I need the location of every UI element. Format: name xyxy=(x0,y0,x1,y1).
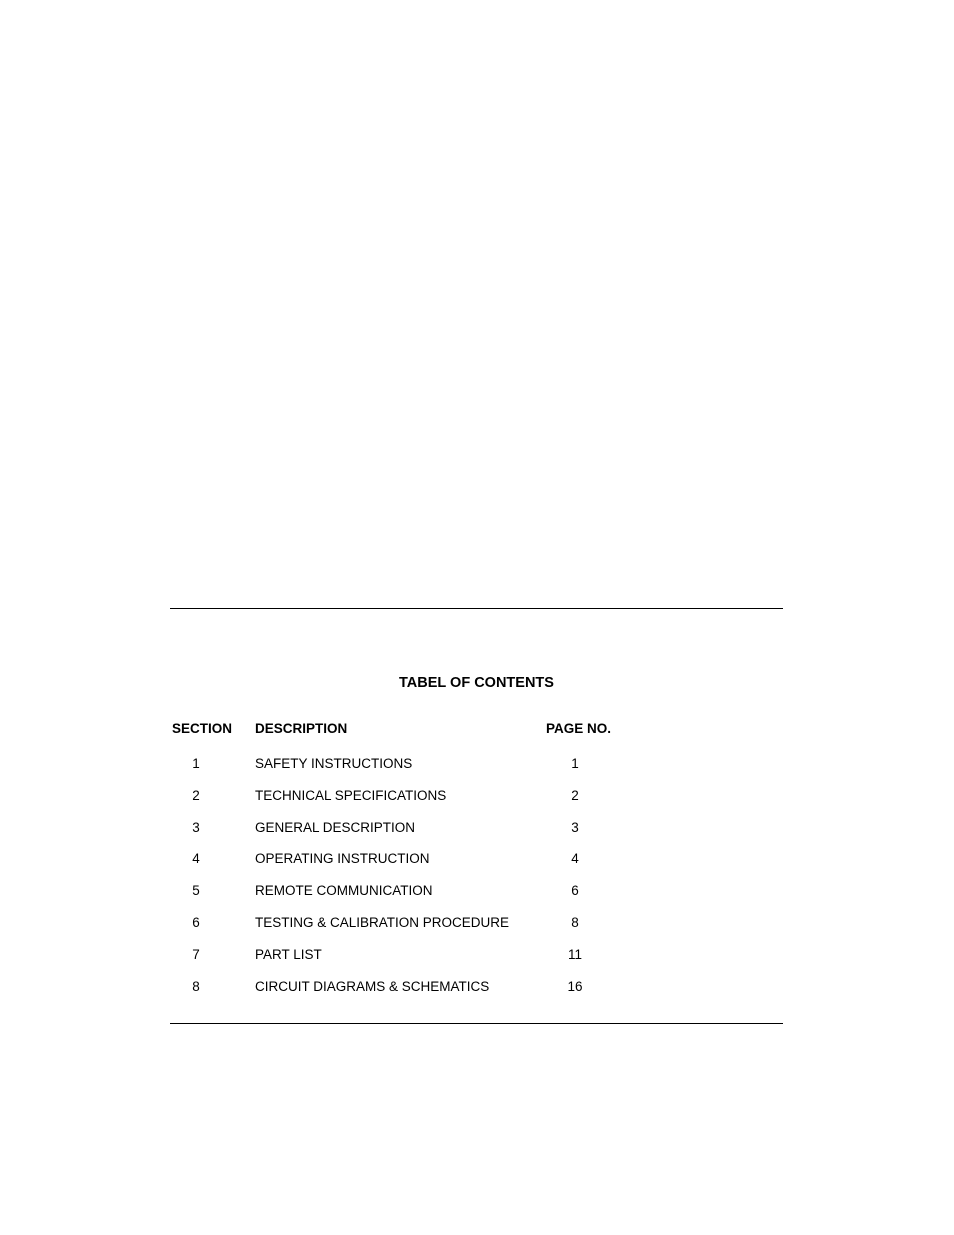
header-section: SECTION xyxy=(172,721,233,736)
toc-description: GENERAL DESCRIPTION xyxy=(255,819,416,835)
toc-page-number: 11 xyxy=(567,946,582,962)
toc-page-number: 3 xyxy=(571,819,579,835)
toc-description: TECHNICAL SPECIFICATIONS xyxy=(255,787,447,803)
toc-row xyxy=(0,756,954,788)
header-page-no: PAGE NO. xyxy=(546,721,612,736)
toc-list xyxy=(0,756,954,1010)
toc-description: PART LIST xyxy=(255,946,322,962)
toc-section-number: 7 xyxy=(192,946,200,962)
toc-row xyxy=(0,788,954,820)
bottom-divider xyxy=(170,1023,783,1024)
toc-description: TESTING & CALIBRATION PROCEDURE xyxy=(255,914,510,930)
toc-row xyxy=(0,915,954,947)
toc-description: SAFETY INSTRUCTIONS xyxy=(255,756,413,771)
toc-section-number: 4 xyxy=(192,851,200,867)
top-divider xyxy=(170,608,783,609)
toc-row xyxy=(0,947,954,979)
toc-page-number: 8 xyxy=(571,914,579,930)
toc-page-number: 4 xyxy=(571,851,579,867)
header-description: DESCRIPTION xyxy=(255,721,348,736)
toc-section-number: 3 xyxy=(192,819,200,835)
toc-row xyxy=(0,979,954,1011)
toc-page-number: 6 xyxy=(571,883,579,899)
toc-row xyxy=(0,820,954,852)
toc-description: OPERATING INSTRUCTION xyxy=(255,851,430,867)
toc-page-number: 1 xyxy=(571,756,579,771)
toc-row xyxy=(0,883,954,915)
toc-description: CIRCUIT DIAGRAMS & SCHEMATICS xyxy=(255,978,490,994)
toc-page-number: 2 xyxy=(571,787,579,803)
toc-title: TABEL OF CONTENTS xyxy=(399,675,554,691)
toc-section-number: 8 xyxy=(192,978,200,994)
toc-section-number: 1 xyxy=(192,756,200,771)
toc-row xyxy=(0,851,954,883)
toc-section-number: 2 xyxy=(192,787,200,803)
toc-page-number: 16 xyxy=(567,978,583,994)
toc-description: REMOTE COMMUNICATION xyxy=(255,883,433,899)
toc-section-number: 5 xyxy=(192,883,200,899)
toc-section-number: 6 xyxy=(192,914,200,930)
